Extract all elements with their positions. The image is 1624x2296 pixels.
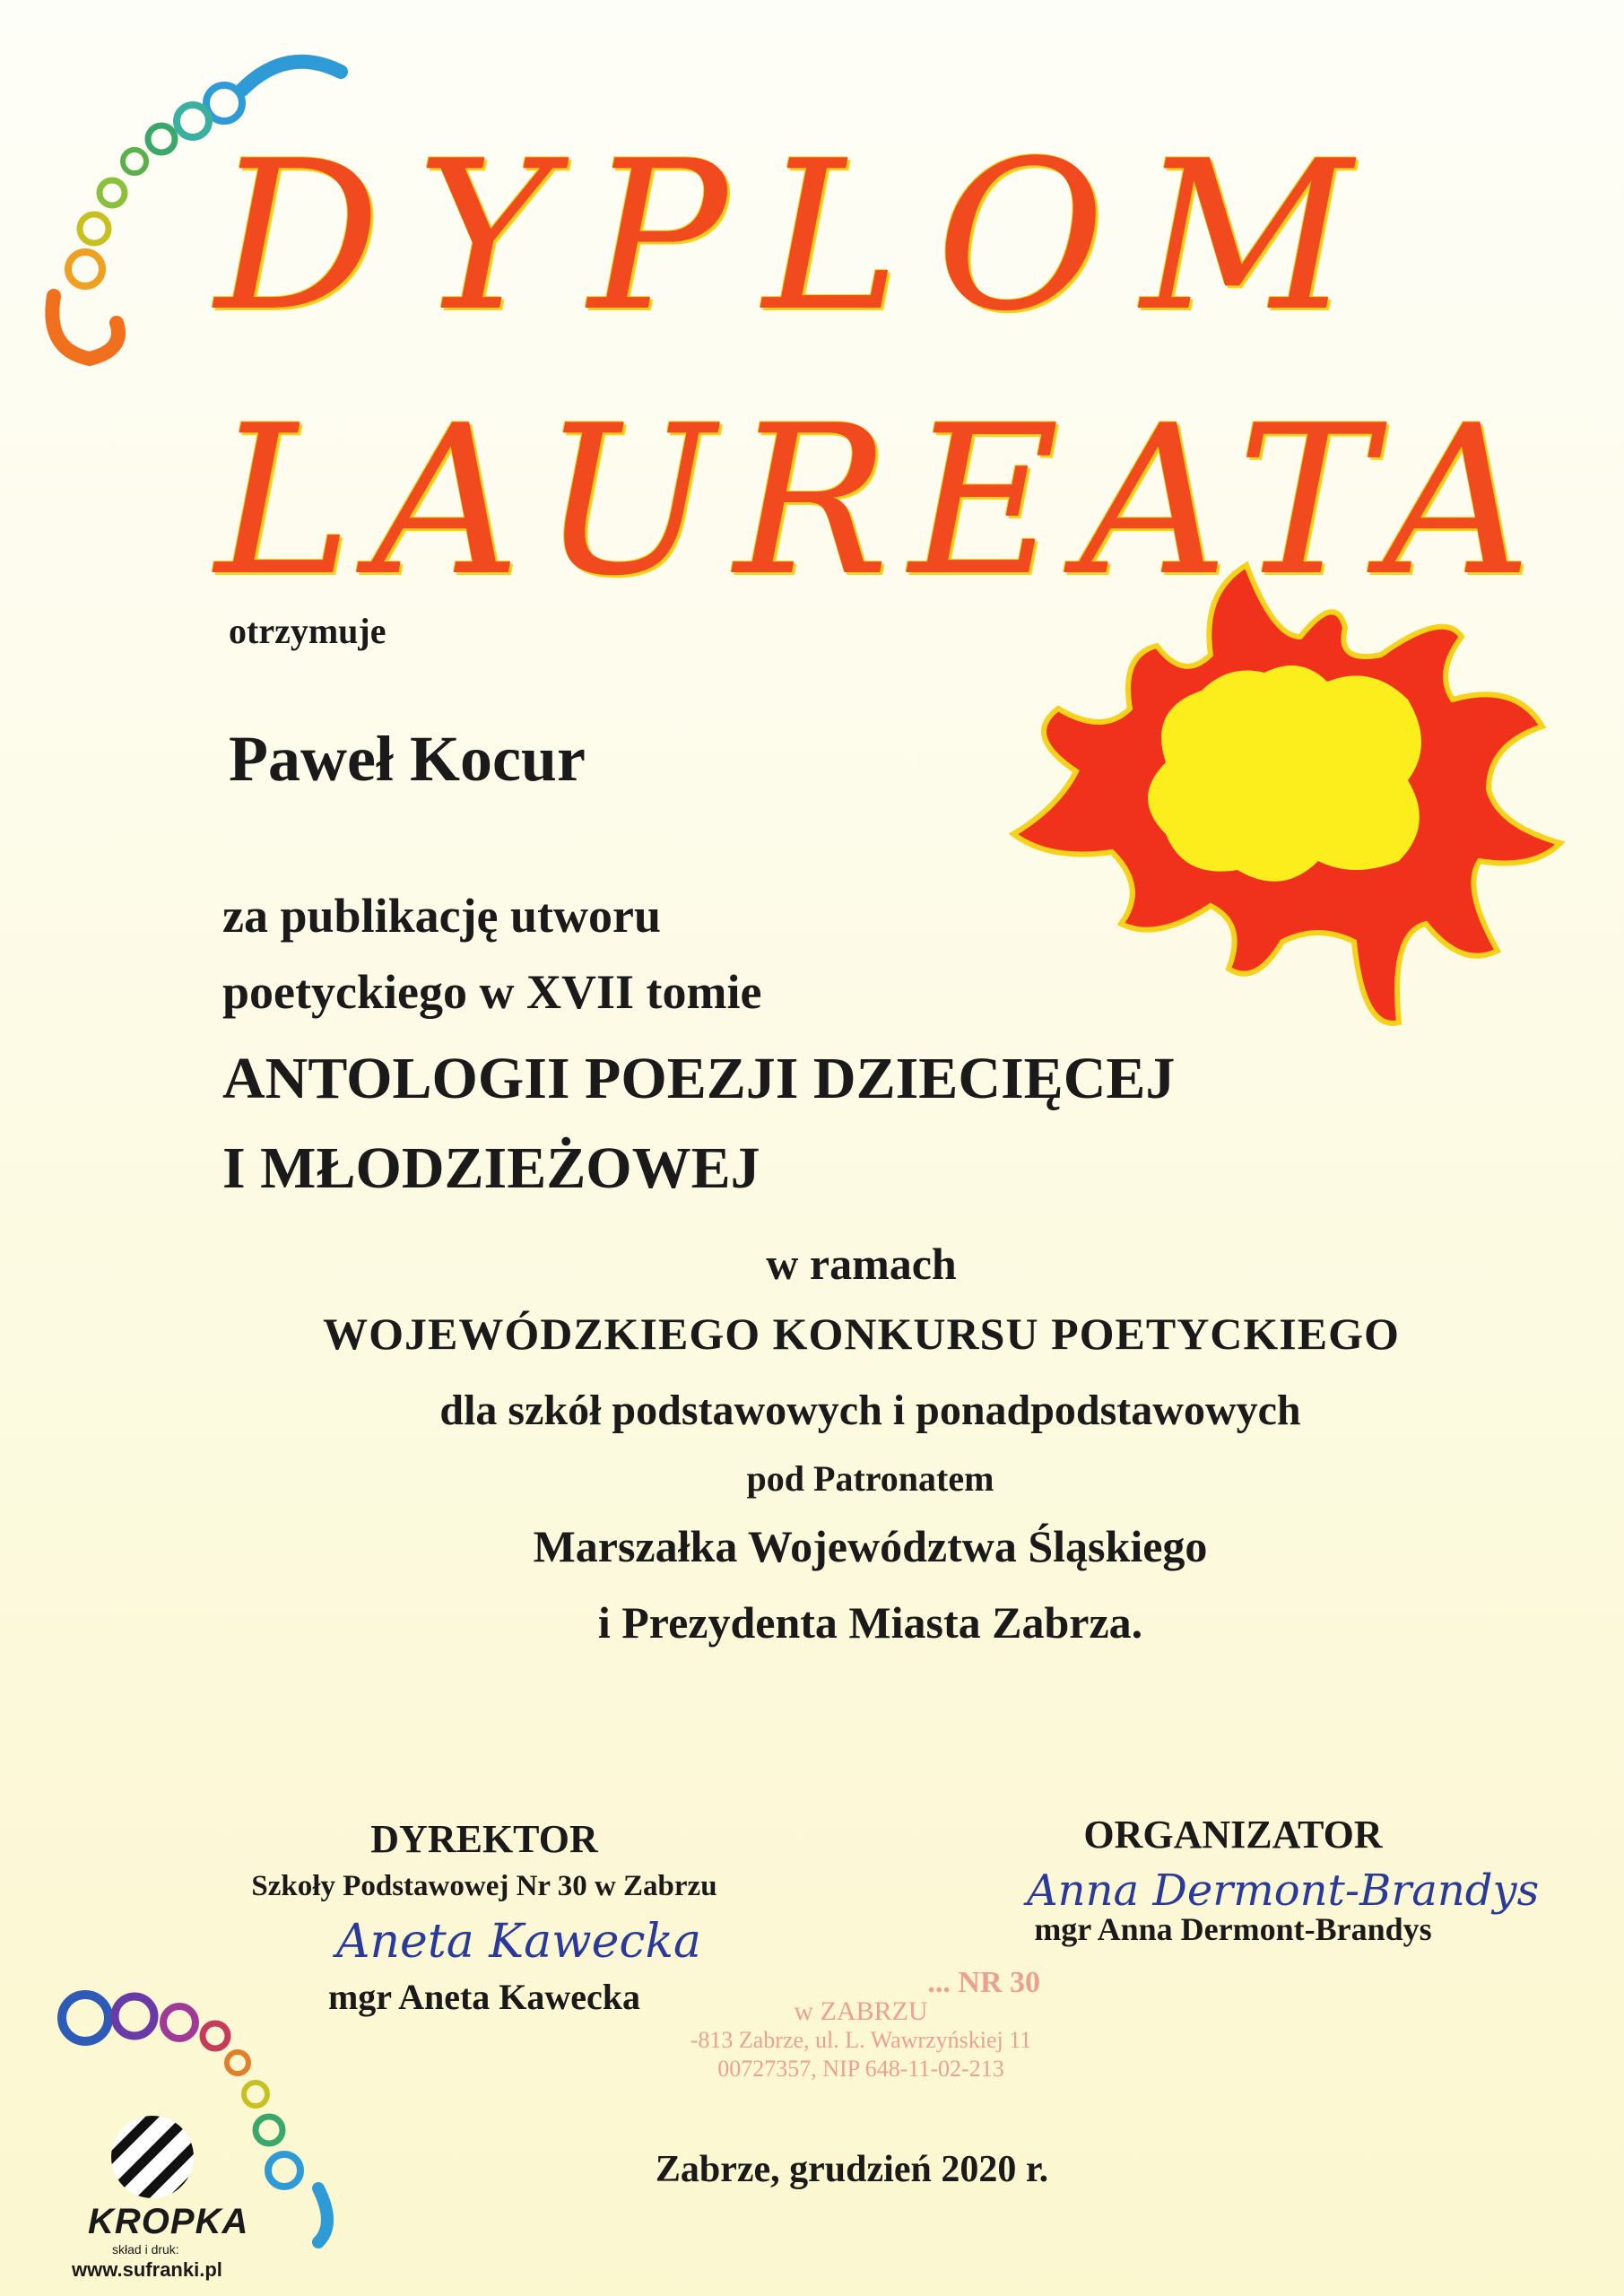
body-line-1: za publikację utworu — [222, 889, 662, 943]
body-line-2: poetyckiego w XVII tomie — [222, 965, 762, 1019]
director-role: DYREKTOR — [370, 1817, 598, 1861]
recipient-name: Paweł Kocur — [229, 723, 586, 795]
kropka-logo-text: KROPKA — [88, 2202, 249, 2241]
stamp-line-4: 00727357, NIP 648-11-02-213 — [717, 2056, 1004, 2082]
printer-caption: skład i druk: — [112, 2242, 179, 2257]
printer-url: www.sufranki.pl — [72, 2258, 222, 2281]
contest-name: WOJEWÓDZKIEGO KONKURSU POETYCKIEGO — [323, 1309, 1400, 1359]
organizer-role: ORGANIZATOR — [1083, 1813, 1383, 1857]
organizer-signature: Anna Dermont-Brandys — [1027, 1866, 1540, 1916]
stamp-line-2: w ZABRZU — [794, 1996, 928, 2026]
body-line-9: Marszałka Województwa Śląskiego — [533, 1521, 1208, 1571]
body-line-10: i Prezydenta Miasta Zabrza. — [597, 1597, 1143, 1648]
anthology-title-line-1: ANTOLOGII POEZJI DZIECIĘCEJ — [222, 1046, 1176, 1111]
intro-text: otrzymuje — [229, 611, 386, 651]
director-signature: Aneta Kawecka — [336, 1915, 702, 1969]
director-name: mgr Aneta Kawecka — [327, 1977, 641, 2017]
diploma-title-line2: LAUREATA — [215, 382, 1552, 622]
stamp-line-1: ... NR 30 — [927, 1966, 1040, 1999]
place-date: Zabrze, grudzień 2020 r. — [655, 2149, 1049, 2190]
body-line-7: dla szkół podstawowych i ponadpodstawowych — [439, 1387, 1301, 1434]
sun-splash-icon — [995, 538, 1569, 1040]
director-school: Szkoły Podstawowej Nr 30 w Zabrzu — [251, 1870, 717, 1902]
body-line-8: pod Patronatem — [746, 1458, 994, 1499]
body-line-5: w ramach — [766, 1239, 957, 1289]
kropka-logo-icon — [103, 2112, 202, 2202]
stamp-line-3: -813 Zabrze, ul. L. Wawrzyńskiej 11 — [690, 2027, 1032, 2053]
organizer-name: mgr Anna Dermont-Brandys — [1034, 1911, 1432, 1947]
diploma-title-line1: DYPLOM — [215, 117, 1388, 357]
school-stamp — [646, 1966, 1076, 2083]
anthology-title-line-2: I MŁODZIEŻOWEJ — [222, 1135, 760, 1201]
